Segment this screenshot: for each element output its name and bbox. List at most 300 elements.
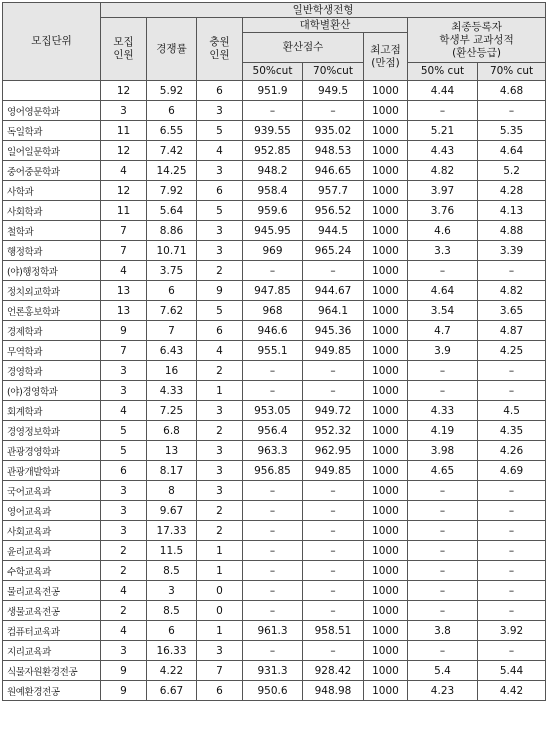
cell-score-cut70: –	[303, 501, 364, 521]
cell-unit-name: 행정학과	[3, 241, 101, 261]
cell-grade-cut70: 5.44	[478, 661, 546, 681]
cell-score-cut70: 946.65	[303, 161, 364, 181]
header-quota-line2: 인원	[113, 49, 134, 61]
cell-unit-name: 지리교육과	[3, 641, 101, 661]
cell-filled: 2	[197, 261, 243, 281]
cell-score-cut50: –	[243, 501, 303, 521]
header-converted-score: 환산점수	[243, 33, 364, 63]
cell-competition: 17.33	[147, 521, 197, 541]
table-row	[3, 681, 546, 701]
cell-grade-cut50: 4.6	[408, 221, 478, 241]
cell-filled: 3	[197, 221, 243, 241]
cell-grade-cut50: –	[408, 381, 478, 401]
cell-grade-cut70: 4.82	[478, 281, 546, 301]
cell-filled: 2	[197, 501, 243, 521]
table-row	[3, 241, 546, 261]
header-filled-line2: 인원	[209, 49, 230, 61]
cell-competition: 6.55	[147, 121, 197, 141]
cell-competition: 6	[147, 281, 197, 301]
cell-grade-cut70: 4.28	[478, 181, 546, 201]
cell-filled: 2	[197, 421, 243, 441]
cell-score-cut70: –	[303, 481, 364, 501]
cell-score-cut50: –	[243, 381, 303, 401]
header-univ-conversion: 대학별환산	[243, 18, 408, 33]
cell-grade-cut50: 4.82	[408, 161, 478, 181]
cell-grade-cut70: 4.25	[478, 341, 546, 361]
cell-unit-name: 관광경영학과	[3, 441, 101, 461]
cell-score-cut50: –	[243, 561, 303, 581]
table-row	[3, 101, 546, 121]
cell-grade-cut50: –	[408, 601, 478, 621]
cell-grade-cut70: 4.69	[478, 461, 546, 481]
cell-score-cut50: 953.05	[243, 401, 303, 421]
cell-score-cut70: –	[303, 601, 364, 621]
cell-score-cut50: –	[243, 541, 303, 561]
cell-filled: 6	[197, 181, 243, 201]
header-grade-cut50: 50% cut	[408, 63, 478, 81]
table-row	[3, 281, 546, 301]
cell-competition: 14.25	[147, 161, 197, 181]
cell-max-score: 1000	[364, 121, 408, 141]
table-row	[3, 141, 546, 161]
cell-score-cut70: 958.51	[303, 621, 364, 641]
cell-grade-cut50: 5.4	[408, 661, 478, 681]
cell-max-score: 1000	[364, 541, 408, 561]
cell-quota: 9	[101, 321, 147, 341]
cell-grade-cut70: –	[478, 521, 546, 541]
table-row	[3, 361, 546, 381]
cell-score-cut70: 949.72	[303, 401, 364, 421]
cell-score-cut70: –	[303, 561, 364, 581]
header-unit: 모집단위	[3, 3, 101, 81]
cell-score-cut50: 952.85	[243, 141, 303, 161]
table-row	[3, 401, 546, 421]
cell-grade-cut50: 4.64	[408, 281, 478, 301]
cell-grade-cut50: –	[408, 521, 478, 541]
cell-score-cut70: 965.24	[303, 241, 364, 261]
cell-grade-cut50: 4.33	[408, 401, 478, 421]
cell-max-score: 1000	[364, 141, 408, 161]
cell-grade-cut50: 3.98	[408, 441, 478, 461]
header-quota	[101, 18, 147, 81]
table-row	[3, 121, 546, 141]
cell-grade-cut70: –	[478, 601, 546, 621]
cell-score-cut50: –	[243, 481, 303, 501]
table-row	[3, 161, 546, 181]
cell-score-cut50: –	[243, 641, 303, 661]
cell-unit-name: 경영학과	[3, 361, 101, 381]
cell-competition: 3	[147, 581, 197, 601]
cell-filled: 4	[197, 141, 243, 161]
cell-quota: 12	[101, 181, 147, 201]
table-row	[3, 521, 546, 541]
cell-unit-name: 정치외교학과	[3, 281, 101, 301]
cell-unit-name: 독일학과	[3, 121, 101, 141]
cell-filled: 0	[197, 601, 243, 621]
cell-grade-cut50: –	[408, 481, 478, 501]
cell-competition: 5.64	[147, 201, 197, 221]
cell-quota: 7	[101, 341, 147, 361]
cell-grade-cut70: –	[478, 481, 546, 501]
cell-grade-cut70: –	[478, 361, 546, 381]
cell-max-score: 1000	[364, 361, 408, 381]
cell-grade-cut70: 3.65	[478, 301, 546, 321]
table-row	[3, 621, 546, 641]
cell-unit-name	[3, 81, 101, 101]
cell-score-cut70: 964.1	[303, 301, 364, 321]
cell-score-cut50: 931.3	[243, 661, 303, 681]
cell-max-score: 1000	[364, 241, 408, 261]
cell-unit-name: 원예환경전공	[3, 681, 101, 701]
cell-filled: 1	[197, 561, 243, 581]
cell-score-cut70: –	[303, 261, 364, 281]
cell-quota: 2	[101, 601, 147, 621]
cell-quota: 6	[101, 461, 147, 481]
cell-competition: 7.92	[147, 181, 197, 201]
cell-filled: 1	[197, 541, 243, 561]
cell-score-cut50: 951.9	[243, 81, 303, 101]
cell-unit-name: 일어일문학과	[3, 141, 101, 161]
cell-competition: 7.62	[147, 301, 197, 321]
cell-grade-cut70: 5.35	[478, 121, 546, 141]
cell-filled: 3	[197, 401, 243, 421]
cell-unit-name: 식물자원환경전공	[3, 661, 101, 681]
cell-competition: 7.25	[147, 401, 197, 421]
cell-filled: 5	[197, 121, 243, 141]
cell-grade-cut70: 3.39	[478, 241, 546, 261]
cell-max-score: 1000	[364, 281, 408, 301]
cell-score-cut70: 949.85	[303, 341, 364, 361]
header-max-score	[364, 33, 408, 81]
cell-competition: 7.42	[147, 141, 197, 161]
header-final-line3: (환산등급)	[452, 46, 501, 59]
cell-quota: 3	[101, 501, 147, 521]
table-row	[3, 81, 546, 101]
cell-unit-name: 사회교육과	[3, 521, 101, 541]
table-row	[3, 501, 546, 521]
header-score-cut50: 50%cut	[243, 63, 303, 81]
header-grade-cut70: 70% cut	[478, 63, 546, 81]
cell-max-score: 1000	[364, 161, 408, 181]
header-filled-line1: 충원	[209, 36, 230, 48]
cell-filled: 3	[197, 481, 243, 501]
cell-score-cut70: 945.36	[303, 321, 364, 341]
cell-competition: 11.5	[147, 541, 197, 561]
cell-quota: 7	[101, 241, 147, 261]
cell-grade-cut70: –	[478, 581, 546, 601]
cell-filled: 0	[197, 581, 243, 601]
table-row	[3, 421, 546, 441]
cell-competition: 16.33	[147, 641, 197, 661]
table-row	[3, 461, 546, 481]
cell-quota: 3	[101, 521, 147, 541]
cell-score-cut50: 956.4	[243, 421, 303, 441]
cell-quota: 13	[101, 281, 147, 301]
cell-unit-name: 사학과	[3, 181, 101, 201]
table-body	[3, 81, 546, 701]
cell-max-score: 1000	[364, 661, 408, 681]
cell-filled: 3	[197, 441, 243, 461]
table-row	[3, 561, 546, 581]
cell-unit-name: 회계학과	[3, 401, 101, 421]
header-final-line2: 학생부 교과성적	[439, 33, 514, 46]
cell-filled: 4	[197, 341, 243, 361]
cell-quota: 5	[101, 421, 147, 441]
cell-grade-cut70: 4.68	[478, 81, 546, 101]
cell-competition: 4.22	[147, 661, 197, 681]
cell-grade-cut70: 4.35	[478, 421, 546, 441]
cell-grade-cut50: 3.76	[408, 201, 478, 221]
table-header	[3, 3, 546, 81]
cell-quota: 9	[101, 661, 147, 681]
cell-grade-cut50: 3.97	[408, 181, 478, 201]
table-row	[3, 221, 546, 241]
cell-grade-cut70: 3.92	[478, 621, 546, 641]
cell-quota: 13	[101, 301, 147, 321]
cell-filled: 3	[197, 161, 243, 181]
cell-max-score: 1000	[364, 601, 408, 621]
cell-grade-cut50: 5.21	[408, 121, 478, 141]
cell-filled: 2	[197, 521, 243, 541]
cell-score-cut50: 956.85	[243, 461, 303, 481]
table-row	[3, 581, 546, 601]
cell-max-score: 1000	[364, 221, 408, 241]
cell-filled: 3	[197, 101, 243, 121]
cell-competition: 6.43	[147, 341, 197, 361]
cell-grade-cut50: 4.7	[408, 321, 478, 341]
cell-max-score: 1000	[364, 421, 408, 441]
cell-unit-name: (야)경영학과	[3, 381, 101, 401]
cell-competition: 4.33	[147, 381, 197, 401]
table-row	[3, 601, 546, 621]
cell-competition: 6	[147, 101, 197, 121]
cell-quota: 5	[101, 441, 147, 461]
header-competition: 경쟁률	[147, 18, 197, 81]
cell-max-score: 1000	[364, 621, 408, 641]
cell-score-cut50: 945.95	[243, 221, 303, 241]
cell-quota: 3	[101, 101, 147, 121]
cell-max-score: 1000	[364, 641, 408, 661]
cell-max-score: 1000	[364, 561, 408, 581]
cell-grade-cut50: –	[408, 641, 478, 661]
cell-grade-cut70: 4.64	[478, 141, 546, 161]
cell-score-cut70: 935.02	[303, 121, 364, 141]
header-final-registrant	[408, 18, 546, 63]
table-row	[3, 301, 546, 321]
cell-grade-cut70: 4.13	[478, 201, 546, 221]
cell-score-cut70: –	[303, 521, 364, 541]
cell-unit-name: 경영정보학과	[3, 421, 101, 441]
header-max-line1: 최고점	[370, 43, 401, 56]
cell-unit-name: 국어교육과	[3, 481, 101, 501]
cell-quota: 4	[101, 261, 147, 281]
table-row	[3, 441, 546, 461]
cell-score-cut70: –	[303, 541, 364, 561]
cell-competition: 16	[147, 361, 197, 381]
cell-grade-cut70: 4.87	[478, 321, 546, 341]
cell-competition: 10.71	[147, 241, 197, 261]
header-score-cut70: 70%cut	[303, 63, 364, 81]
cell-grade-cut70: –	[478, 101, 546, 121]
cell-score-cut70: 944.67	[303, 281, 364, 301]
cell-score-cut70: 956.52	[303, 201, 364, 221]
table-row	[3, 261, 546, 281]
cell-grade-cut70: 4.5	[478, 401, 546, 421]
cell-max-score: 1000	[364, 201, 408, 221]
cell-quota: 3	[101, 481, 147, 501]
cell-max-score: 1000	[364, 581, 408, 601]
cell-quota: 11	[101, 121, 147, 141]
cell-grade-cut50: 3.9	[408, 341, 478, 361]
cell-max-score: 1000	[364, 481, 408, 501]
cell-grade-cut50: 4.44	[408, 81, 478, 101]
cell-quota: 4	[101, 581, 147, 601]
cell-max-score: 1000	[364, 81, 408, 101]
cell-quota: 12	[101, 141, 147, 161]
cell-score-cut70: 928.42	[303, 661, 364, 681]
table-row	[3, 641, 546, 661]
cell-quota: 3	[101, 381, 147, 401]
cell-quota: 4	[101, 621, 147, 641]
cell-grade-cut50: –	[408, 101, 478, 121]
cell-score-cut70: 949.85	[303, 461, 364, 481]
cell-unit-name: 무역학과	[3, 341, 101, 361]
cell-unit-name: 윤리교육과	[3, 541, 101, 561]
cell-competition: 7	[147, 321, 197, 341]
cell-grade-cut70: –	[478, 641, 546, 661]
cell-unit-name: 영어교육과	[3, 501, 101, 521]
cell-competition: 6.67	[147, 681, 197, 701]
cell-score-cut70: –	[303, 381, 364, 401]
cell-max-score: 1000	[364, 341, 408, 361]
cell-score-cut50: –	[243, 261, 303, 281]
cell-filled: 6	[197, 321, 243, 341]
cell-quota: 3	[101, 641, 147, 661]
cell-score-cut70: 962.95	[303, 441, 364, 461]
cell-competition: 8.17	[147, 461, 197, 481]
cell-competition: 6.8	[147, 421, 197, 441]
cell-filled: 5	[197, 301, 243, 321]
table-row	[3, 321, 546, 341]
cell-max-score: 1000	[364, 521, 408, 541]
cell-score-cut70: –	[303, 361, 364, 381]
cell-grade-cut50: 4.43	[408, 141, 478, 161]
cell-max-score: 1000	[364, 321, 408, 341]
cell-max-score: 1000	[364, 301, 408, 321]
cell-score-cut50: 946.6	[243, 321, 303, 341]
cell-max-score: 1000	[364, 401, 408, 421]
cell-filled: 1	[197, 621, 243, 641]
cell-quota: 9	[101, 681, 147, 701]
cell-unit-name: 생물교육전공	[3, 601, 101, 621]
cell-score-cut50: 959.6	[243, 201, 303, 221]
cell-quota: 3	[101, 361, 147, 381]
cell-grade-cut50: 4.23	[408, 681, 478, 701]
cell-score-cut50: –	[243, 601, 303, 621]
cell-score-cut50: 950.6	[243, 681, 303, 701]
cell-score-cut70: 948.53	[303, 141, 364, 161]
cell-max-score: 1000	[364, 261, 408, 281]
cell-competition: 6	[147, 621, 197, 641]
cell-unit-name: 물리교육전공	[3, 581, 101, 601]
table-row	[3, 661, 546, 681]
cell-filled: 6	[197, 81, 243, 101]
cell-grade-cut50: 4.65	[408, 461, 478, 481]
cell-filled: 5	[197, 201, 243, 221]
table-row	[3, 481, 546, 501]
cell-score-cut50: 939.55	[243, 121, 303, 141]
cell-quota: 11	[101, 201, 147, 221]
cell-max-score: 1000	[364, 461, 408, 481]
cell-score-cut70: 944.5	[303, 221, 364, 241]
cell-unit-name: 수학교육과	[3, 561, 101, 581]
cell-competition: 8.5	[147, 561, 197, 581]
cell-max-score: 1000	[364, 381, 408, 401]
cell-max-score: 1000	[364, 181, 408, 201]
admission-results-table	[2, 2, 546, 701]
cell-score-cut50: 969	[243, 241, 303, 261]
cell-grade-cut70: –	[478, 501, 546, 521]
cell-competition: 8.5	[147, 601, 197, 621]
cell-grade-cut70: 4.88	[478, 221, 546, 241]
cell-unit-name: 언론홍보학과	[3, 301, 101, 321]
cell-score-cut70: –	[303, 581, 364, 601]
cell-filled: 2	[197, 361, 243, 381]
cell-score-cut70: 948.98	[303, 681, 364, 701]
table-row	[3, 381, 546, 401]
table-row	[3, 541, 546, 561]
cell-quota: 4	[101, 401, 147, 421]
cell-filled: 6	[197, 681, 243, 701]
cell-score-cut50: 948.2	[243, 161, 303, 181]
cell-grade-cut70: –	[478, 381, 546, 401]
cell-grade-cut50: –	[408, 361, 478, 381]
cell-max-score: 1000	[364, 101, 408, 121]
cell-grade-cut70: –	[478, 561, 546, 581]
cell-filled: 7	[197, 661, 243, 681]
cell-score-cut50: –	[243, 361, 303, 381]
cell-competition: 8	[147, 481, 197, 501]
cell-grade-cut70: 5.2	[478, 161, 546, 181]
cell-grade-cut70: 4.26	[478, 441, 546, 461]
header-max-line2: (만점)	[371, 56, 400, 69]
cell-quota: 7	[101, 221, 147, 241]
admission-table-container	[2, 2, 546, 701]
cell-unit-name: 경제학과	[3, 321, 101, 341]
cell-unit-name: 철학과	[3, 221, 101, 241]
cell-grade-cut50: 3.8	[408, 621, 478, 641]
cell-filled: 1	[197, 381, 243, 401]
cell-filled: 3	[197, 641, 243, 661]
cell-unit-name: 컴퓨터교육과	[3, 621, 101, 641]
cell-score-cut50: –	[243, 101, 303, 121]
cell-score-cut50: 963.3	[243, 441, 303, 461]
cell-grade-cut50: 3.3	[408, 241, 478, 261]
cell-grade-cut50: –	[408, 581, 478, 601]
cell-competition: 5.92	[147, 81, 197, 101]
cell-quota: 2	[101, 561, 147, 581]
cell-filled: 3	[197, 241, 243, 261]
cell-grade-cut50: –	[408, 501, 478, 521]
cell-unit-name: 영어영문학과	[3, 101, 101, 121]
cell-score-cut50: –	[243, 521, 303, 541]
cell-competition: 13	[147, 441, 197, 461]
header-final-line1: 최종등록자	[451, 20, 502, 33]
cell-grade-cut50: 3.54	[408, 301, 478, 321]
cell-score-cut50: 958.4	[243, 181, 303, 201]
header-quota-line1: 모집	[113, 36, 134, 48]
cell-unit-name: (야)행정학과	[3, 261, 101, 281]
